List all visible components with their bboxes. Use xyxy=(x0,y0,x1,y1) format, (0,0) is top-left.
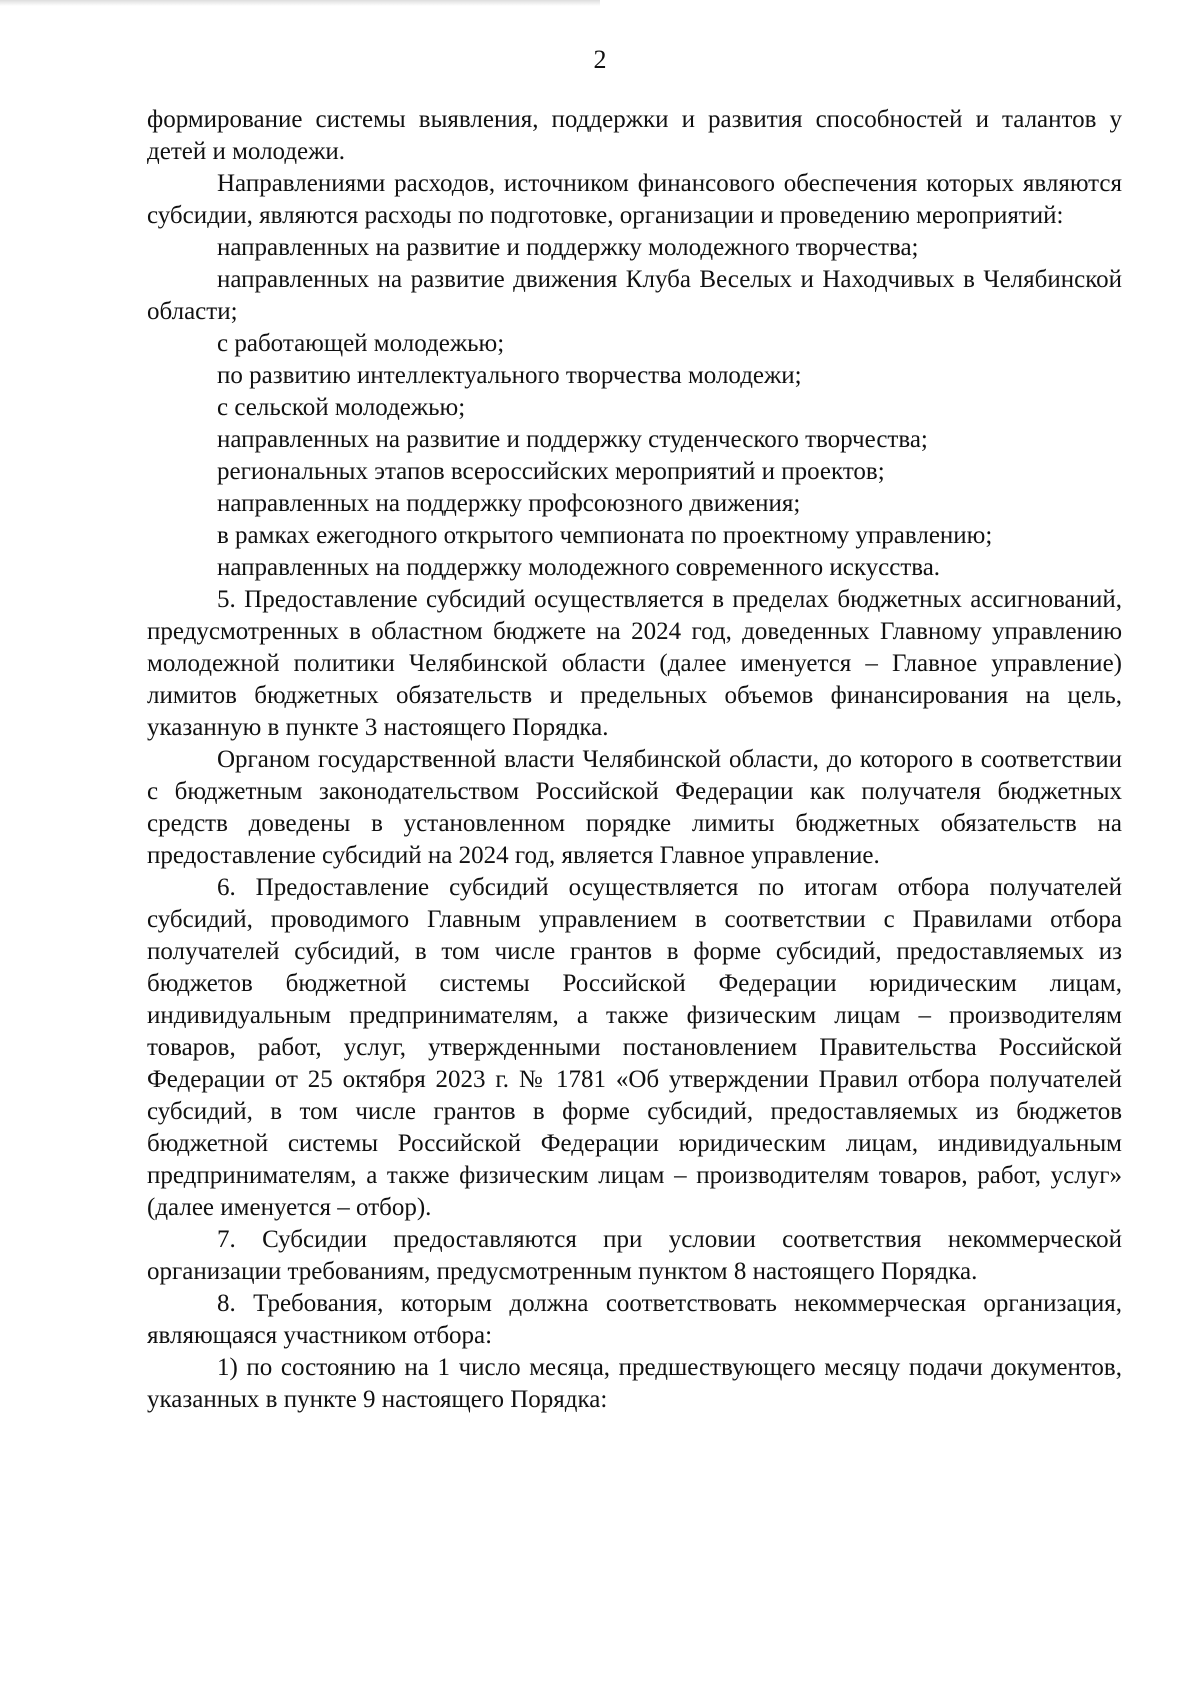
list-item: направленных на поддержку молодежного современного искусства. xyxy=(217,554,941,581)
paragraph-5: 5. Предоставление субсидий осуществляется в пределах бюджетных ассигнований, предусмотренных в областном бюджете на 2024 год, доведенных Главному управлению молодежной политики Челябинской области (далее именуется – Главное управление) лимитов бюджетных обязательств и предельных объемов финансирования на цель, указанную в пункте 3 настоящего Порядка. xyxy=(147,586,1122,741)
paragraph-6: 6. Предоставление субсидий осуществляется по итогам отбора получателей субсидий, проводимого Главным управлением в соответствии с Правилами отбора получателей субсидий, в том числе грантов в форме субсидий, предоставляемых из бюджетов бюджетной системы Российской Федерации юридическим лицам, индивидуальным предпринимателям, а также физическим лицам – производителям товаров, работ, услуг, утвержденными постановлением Правительства Российской Федерации от 25 октября 2023 г. № 1781 «Об утверждении Правил отбора получателей субсидий, в том числе грантов в форме субсидий, предоставляемых из бюджетов бюджетной системы Российской Федерации юридическим лицам, индивидуальным предпринимателям, а также физическим лицам – производителям товаров, работ, услуг» (далее именуется – отбор). xyxy=(147,874,1122,1221)
document-body xyxy=(147,104,1122,1416)
paragraph-8: 8. Требования, которым должна соответствовать некоммерческая организация, являющаяся участником отбора: xyxy=(147,1290,1122,1349)
list-item: региональных этапов всероссийских мероприятий и проектов; xyxy=(217,458,885,485)
list-item: направленных на развитие и поддержку студенческого творчества; xyxy=(217,426,928,453)
subparagraph-1: 1) по состоянию на 1 число месяца, предшествующего месяцу подачи документов, указанных в пункте 9 настоящего Порядка: xyxy=(147,1354,1122,1413)
scan-edge xyxy=(0,0,600,6)
list-item: по развитию интеллектуального творчества молодежи; xyxy=(217,362,802,389)
list-item: направленных на поддержку профсоюзного движения; xyxy=(217,490,801,517)
paragraph-7: 7. Субсидии предоставляются при условии соответствия некоммерческой организации требованиям, предусмотренным пунктом 8 настоящего Порядка. xyxy=(147,1226,1122,1285)
paragraph: Направлениями расходов, источником финансового обеспечения которых являются субсидии, являются расходы по подготовке, организации и проведению мероприятий: xyxy=(147,170,1122,229)
paragraph: формирование системы выявления, поддержки и развития способностей и талантов у детей и молодежи. xyxy=(147,106,1122,165)
list-item: с сельской молодежью; xyxy=(217,394,466,421)
list-item: направленных на развитие и поддержку молодежного творчества; xyxy=(217,234,919,261)
list-item: в рамках ежегодного открытого чемпионата по проектному управлению; xyxy=(217,522,993,549)
paragraph: Органом государственной власти Челябинской области, до которого в соответствии с бюджетным законодательством Российской Федерации как получателя бюджетных средств доведены в установленном порядке лимиты бюджетных обязательств на предоставление субсидий на 2024 год, является Главное управление. xyxy=(147,746,1122,869)
list-item: с работающей молодежью; xyxy=(217,330,505,357)
page-number: 2 xyxy=(593,45,607,74)
list-item: направленных на развитие движения Клуба Веселых и Находчивых в Челябинской области; xyxy=(147,266,1122,325)
